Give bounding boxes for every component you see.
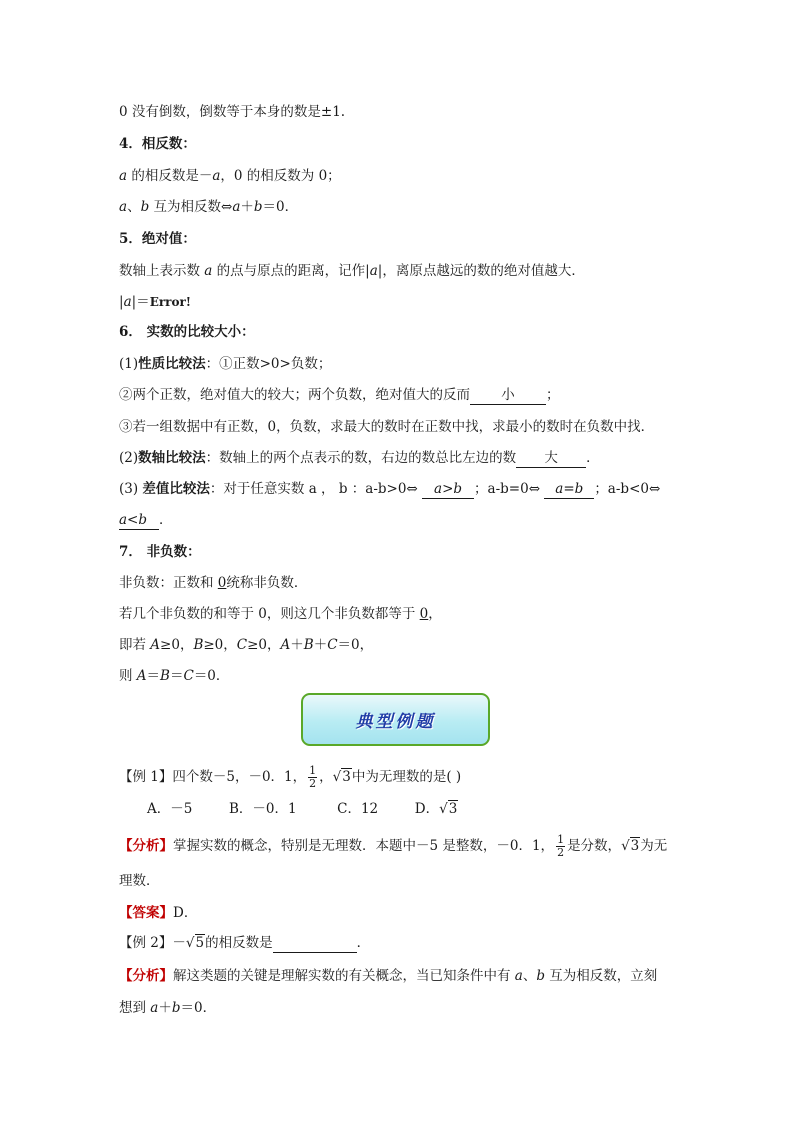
example-1-options [147, 799, 458, 819]
non-negative-sum: 若几个非负数的和等于 0，则这几个非负数都等于 0， [119, 606, 442, 622]
opposite-definition: a 的相反数是－a，0 的相反数为 0； [119, 168, 341, 184]
non-negative-definition: 非负数：正数和 0统称非负数． [119, 575, 308, 591]
option-c: C．12 [337, 801, 379, 817]
compare-rule-three: ③若一组数据中有正数，0，负数，求最大的数时在正数中找，求最小的数时在负数中找． [119, 419, 655, 435]
property-compare: (1)性质比较法：①正数>0>负数； [119, 356, 332, 372]
typical-examples-banner: 典型例题 [301, 693, 490, 746]
heading-absolute-value: 5．绝对值： [119, 231, 196, 247]
sqrt-3-analysis: √3 [621, 838, 640, 854]
sqrt-5: √5 [185, 935, 205, 951]
difference-compare-cont: a<b ． [119, 512, 173, 528]
heading-non-negative: 7． 非负数： [119, 544, 201, 560]
example-2-question: 【例 2】－√5的相反数是 ． [119, 935, 371, 951]
opposite-condition: a、b 互为相反数⇔a＋b＝0． [119, 199, 299, 215]
fraction-one-half-analysis: $\frac{1}{2}$ [557, 833, 565, 859]
blank-answer-small: 小 [470, 387, 546, 405]
example-1-answer: 【答案】D． [119, 905, 198, 921]
heading-compare-reals: 6． 实数的比较大小： [119, 324, 255, 340]
example-1-question: 【例 1】四个数－5，－0．1， $\frac{1}{2}$ ，√3中为无理数的是( ) [119, 764, 462, 790]
example-2-analysis: 【分析】解这类题的关键是理解实数的有关概念，当已知条件中有 a、b 互为相反数，立刻 [119, 968, 658, 984]
compare-rule-two: ②两个正数，绝对值大的较大；两个负数，绝对值大的反而 小 ； [119, 387, 560, 403]
example-1-analysis-cont: 理数． [119, 873, 160, 889]
sqrt-3: √3 [332, 769, 351, 785]
sqrt-3-option: √3 [439, 801, 458, 817]
non-negative-if: 即若 A≥0，B≥0，C≥0，A＋B＋C＝0， [119, 637, 374, 653]
blank-answer-eq: a=b [544, 481, 594, 499]
difference-compare: (3) 差值比较法：对于任意实数 a ， b ：a-b>0⇔ a>b ；a-b=0⇔ a=b ；a-b<0⇔ [119, 481, 661, 497]
example-1-analysis: 【分析】掌握实数的概念，特别是无理数．本题中－5 是整数，－0．1， $\frac{1}{2}$ 是分数，√3为无 [119, 833, 668, 859]
example-2-analysis-cont: 想到 a＋b＝0． [119, 1000, 217, 1016]
absolute-value-definition: 数轴上表示数 a 的点与原点的距离，记作|a|，离原点越远的数的绝对值越大． [119, 263, 585, 279]
fraction-one-half: $\frac{1}{2}$ [309, 764, 317, 790]
reciprocal-note: 0 没有倒数，倒数等于本身的数是±1. [119, 104, 346, 120]
non-negative-then: 则 A＝B＝C＝0． [119, 668, 230, 684]
absolute-value-formula: |a|＝Error! [119, 294, 192, 310]
blank-answer-gt: a>b [422, 481, 474, 499]
blank-answer-big: 大 [516, 450, 586, 468]
option-a: A．－5 [147, 801, 193, 817]
option-d: D．√3 [414, 801, 458, 817]
number-line-compare: (2)数轴比较法：数轴上的两个点表示的数，右边的数总比左边的数 大 ． [119, 450, 600, 466]
blank-answer-lt: a<b [119, 512, 159, 530]
blank-answer-example-2 [273, 935, 357, 953]
heading-opposite-number: 4．相反数： [119, 136, 196, 152]
option-b: B．－0．1 [228, 801, 297, 817]
